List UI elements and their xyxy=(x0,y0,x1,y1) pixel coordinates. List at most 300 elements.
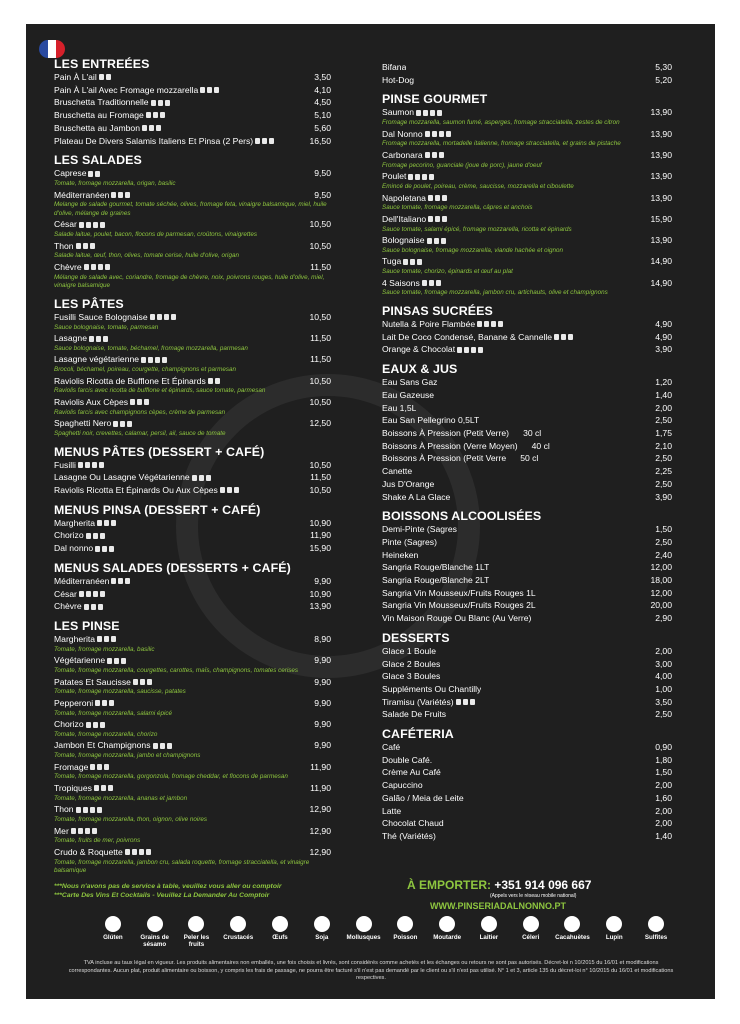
menu-item[interactable] xyxy=(54,261,331,274)
allergen-icon xyxy=(442,216,447,222)
allergen-icon xyxy=(481,916,497,932)
item-price: 1,20 xyxy=(655,377,672,388)
allergen-item xyxy=(92,916,134,948)
item-label: Lait De Coco Condensé, Banane & Cannelle xyxy=(382,331,553,342)
allergen-icon xyxy=(523,916,539,932)
menu-item[interactable] xyxy=(54,803,331,816)
menu-item[interactable] xyxy=(382,670,672,683)
allergen-icon xyxy=(102,700,107,706)
item-name xyxy=(382,658,440,671)
allergen-icon xyxy=(105,916,121,932)
menu-item[interactable] xyxy=(54,353,331,366)
menu-item[interactable] xyxy=(382,452,672,465)
item-description: Salade laitue, œuf, thon, olives, tomate cerise, huile d'olive, origan xyxy=(54,252,239,260)
allergen-icon xyxy=(568,334,573,340)
menu-item[interactable] xyxy=(54,311,331,324)
menu-item[interactable] xyxy=(54,167,331,180)
item-name xyxy=(382,599,536,612)
menu-item[interactable] xyxy=(382,192,672,205)
menu-item[interactable] xyxy=(382,696,672,709)
menu-item[interactable] xyxy=(54,96,331,109)
item-label: Carbonara xyxy=(382,150,423,160)
website-link[interactable]: WWW.PINSERIADALNONNO.PT xyxy=(430,901,566,911)
item-name xyxy=(382,389,434,402)
menu-item[interactable] xyxy=(382,277,672,290)
takeaway xyxy=(407,878,591,892)
allergen-icon xyxy=(200,87,205,93)
allergen-icon xyxy=(76,807,81,813)
item-price: 4,10 xyxy=(314,84,331,95)
menu-item[interactable] xyxy=(54,71,331,84)
item-description: Tomate, fromage mozzarella, jambon cru, salada roquette, fromage stracciatella, et vinaigre balsamique xyxy=(54,858,310,875)
item-label: Caprese xyxy=(54,168,87,179)
item-price: 5,30 xyxy=(655,62,672,72)
item-name xyxy=(382,402,416,415)
allergen-icon xyxy=(130,399,135,405)
item-label: Sangria Rouge/Blanche 1LT xyxy=(382,562,490,573)
item-name xyxy=(54,718,105,731)
menu-item[interactable] xyxy=(382,61,672,74)
menu-item[interactable] xyxy=(382,331,672,344)
section-title: MENUS SALADES (DESSERTS + CAFÉ) xyxy=(54,560,291,575)
menu-item[interactable] xyxy=(54,459,331,472)
item-label: Suppléments Ou Chantilly xyxy=(382,683,482,694)
menu-item[interactable] xyxy=(54,396,331,409)
allergen-icon xyxy=(140,679,145,685)
menu-item[interactable] xyxy=(382,561,672,574)
menu-item[interactable] xyxy=(382,741,672,754)
menu-item[interactable] xyxy=(382,491,672,504)
menu-item[interactable] xyxy=(382,213,672,226)
item-name xyxy=(54,375,220,388)
allergen-icon xyxy=(435,195,440,201)
left-column xyxy=(54,57,331,876)
item-name xyxy=(54,575,130,588)
menu-item[interactable] xyxy=(54,633,331,646)
menu-item[interactable] xyxy=(382,234,672,247)
allergen-icon xyxy=(429,174,434,180)
item-description: Fromage mozzarella, mortadelle italienne, fromage stracciatella, et grains de pistache xyxy=(382,140,621,148)
menu-item[interactable] xyxy=(54,218,331,231)
allergen-item xyxy=(593,916,635,948)
item-volume: 40 cl xyxy=(531,440,550,451)
item-price: 10,50 xyxy=(309,375,331,386)
item-name xyxy=(54,109,165,122)
item-price: 4,90 xyxy=(655,331,672,342)
allergen-icon xyxy=(105,264,110,270)
item-price: 8,90 xyxy=(314,634,331,644)
item-price: 18,00 xyxy=(650,575,672,586)
item-price: 10,50 xyxy=(309,311,331,322)
item-label: Dal nonno xyxy=(54,543,94,554)
allergen-icon xyxy=(109,700,114,706)
allergen-icon xyxy=(147,679,152,685)
menu-item[interactable] xyxy=(382,830,672,843)
menu-item[interactable] xyxy=(382,389,672,402)
item-label: Margherita xyxy=(54,517,96,528)
item-price: 2,90 xyxy=(655,613,672,624)
section-title: MENUS PÂTES (DESSERT + CAFÉ) xyxy=(54,444,265,459)
menu-item[interactable] xyxy=(54,122,331,135)
menu-item[interactable] xyxy=(54,109,331,122)
item-name xyxy=(382,170,434,183)
menu-item[interactable] xyxy=(382,599,672,612)
section-title: LES PINSE xyxy=(54,619,120,633)
allergen-icon xyxy=(432,131,437,137)
allergen-icon xyxy=(157,314,162,320)
item-label: Nutella & Poire Flambée xyxy=(382,319,476,330)
menu-item[interactable] xyxy=(54,676,331,689)
menu-item[interactable] xyxy=(54,825,331,838)
allergen-icon xyxy=(90,764,95,770)
item-price: 2,00 xyxy=(655,780,672,791)
item-label: Fromage xyxy=(54,761,89,772)
item-name xyxy=(54,739,172,752)
item-name xyxy=(382,766,441,779)
allergen-icon xyxy=(435,216,440,222)
allergen-icon xyxy=(149,125,154,131)
allergen-icon xyxy=(214,87,219,93)
menu-item[interactable] xyxy=(382,549,672,562)
item-price: 3,90 xyxy=(655,491,672,502)
item-name xyxy=(54,803,102,816)
menu-item[interactable] xyxy=(382,587,672,600)
menu-item[interactable] xyxy=(54,417,331,430)
item-name xyxy=(54,825,97,838)
menu-item[interactable] xyxy=(54,471,331,484)
allergen-icon xyxy=(103,336,108,342)
menu-item[interactable] xyxy=(54,697,331,710)
allergen-icon xyxy=(132,849,137,855)
menu-item[interactable] xyxy=(54,484,331,497)
allergen-icon xyxy=(118,578,123,584)
item-name xyxy=(54,332,108,345)
allergen-label: Crustacés xyxy=(223,934,254,941)
allergen-label: Glúten xyxy=(103,934,123,941)
item-price: 16,50 xyxy=(309,135,331,146)
item-name xyxy=(382,612,531,625)
menu-item[interactable] xyxy=(382,817,672,830)
section-title: PINSAS SUCRÉES xyxy=(382,304,493,319)
item-name xyxy=(382,343,483,356)
item-name xyxy=(54,676,152,689)
menu-item[interactable] xyxy=(54,84,331,97)
menu-item[interactable] xyxy=(54,739,331,752)
menu-item[interactable] xyxy=(382,414,672,427)
allergen-icon xyxy=(88,171,93,177)
allergen-icon xyxy=(430,110,435,116)
item-price: 9,90 xyxy=(314,697,331,708)
item-name xyxy=(382,452,538,465)
allergen-icon xyxy=(564,916,580,932)
menu-item[interactable] xyxy=(382,149,672,162)
menu-item[interactable] xyxy=(382,318,672,331)
allergen-item xyxy=(384,916,426,948)
item-label: Canette xyxy=(382,466,413,477)
menu-item[interactable] xyxy=(382,478,672,491)
menu-item[interactable] xyxy=(382,402,672,415)
item-label: Raviolis Ricotta Et Épinards Ou Aux Cèpes xyxy=(54,485,218,496)
allergen-icon xyxy=(141,357,146,363)
item-description: Sauce tomate, salami épicé, fromage mozzarella, ricotta et épinards xyxy=(382,225,572,233)
allergen-icon xyxy=(484,321,489,327)
section-title: DESSERTS xyxy=(382,630,450,645)
item-description: Raviolis farcis avec ricotta de bufflone et épinards, sauce tomate, parmesan xyxy=(54,387,266,395)
menu-item[interactable] xyxy=(54,600,331,613)
allergen-icon xyxy=(164,314,169,320)
allergen-icon xyxy=(478,347,483,353)
item-label: Heineken xyxy=(382,549,419,560)
item-name xyxy=(382,414,479,427)
menu-item[interactable] xyxy=(382,376,672,389)
item-name xyxy=(382,376,437,389)
allergen-icon xyxy=(255,138,260,144)
allergen-icon xyxy=(78,462,83,468)
allergen-icon xyxy=(439,152,444,158)
menu-item[interactable] xyxy=(382,255,672,268)
menu-item[interactable] xyxy=(382,779,672,792)
item-price: 2,50 xyxy=(655,453,672,464)
allergen-icon xyxy=(144,399,149,405)
item-description: Emincé de poulet, poireau, crème, saucisse, mozzarella et ciboulette xyxy=(382,183,574,190)
menu-item[interactable] xyxy=(54,529,331,542)
menu-item[interactable] xyxy=(54,654,331,667)
allergen-icon xyxy=(147,916,163,932)
item-description: Tomate, fromage mozzarella, chorizo xyxy=(54,730,158,738)
item-name xyxy=(54,459,104,472)
item-label: Boissons À Pression (Verre Moyen) xyxy=(382,440,518,451)
item-name xyxy=(382,149,444,162)
menu-item[interactable] xyxy=(382,805,672,818)
allergen-icon xyxy=(86,533,91,539)
item-price: 12,90 xyxy=(309,825,331,836)
allergen-item xyxy=(259,916,301,948)
allergen-icon xyxy=(97,764,102,770)
item-price: 3,50 xyxy=(314,72,331,82)
item-name xyxy=(382,440,550,453)
item-label: Shake A La Glace xyxy=(382,491,451,502)
allergen-icon xyxy=(153,743,158,749)
allergen-icon xyxy=(92,462,97,468)
allergen-icon xyxy=(109,546,114,552)
item-description: Sauce bolognaise, tomate, béchamel, fromage mozzarella, parmesan xyxy=(54,344,248,352)
item-name xyxy=(382,192,447,205)
menu-item[interactable] xyxy=(54,332,331,345)
menu-item[interactable] xyxy=(382,427,672,440)
item-volume: 50 cl xyxy=(520,453,539,464)
item-price: 5,60 xyxy=(314,122,331,133)
item-price: 9,90 xyxy=(314,655,331,666)
allergen-label: Soja xyxy=(315,934,329,941)
item-label: Végétarienne xyxy=(54,655,106,666)
menu-item[interactable] xyxy=(54,588,331,601)
item-label: Tiramisu (Variétés) xyxy=(382,696,454,707)
menu-item[interactable] xyxy=(382,440,672,453)
menu-item[interactable] xyxy=(54,542,331,555)
menu-item[interactable] xyxy=(382,683,672,696)
menu-item[interactable] xyxy=(382,792,672,805)
allergen-icon xyxy=(104,520,109,526)
item-name xyxy=(54,471,211,484)
allergen-icon xyxy=(111,578,116,584)
menu-item[interactable] xyxy=(54,782,331,795)
menu-item[interactable] xyxy=(54,761,331,774)
allergen-icon xyxy=(442,195,447,201)
allergen-item xyxy=(134,916,176,948)
item-name xyxy=(382,670,440,683)
menu-item[interactable] xyxy=(382,128,672,141)
menu-item[interactable] xyxy=(382,106,672,119)
item-label: Pepperoni xyxy=(54,697,94,708)
item-description: Sauce bolognaise, tomate, parmesan xyxy=(54,323,159,331)
item-name xyxy=(54,96,170,109)
menu-item[interactable] xyxy=(382,343,672,356)
item-description: Mélange de salade avec, coriandre, fromage de chèvre, noix, poivrons rouges, huile d'olive, miel, vinaigre balsamique xyxy=(54,273,325,290)
menu-item[interactable] xyxy=(382,465,672,478)
french-flag-icon[interactable] xyxy=(39,40,65,58)
menu-item[interactable] xyxy=(54,846,331,859)
item-label: César xyxy=(54,219,77,230)
allergen-icon xyxy=(425,152,430,158)
menu-item[interactable] xyxy=(54,375,331,388)
item-label: Raviolis Aux Cèpes xyxy=(54,397,129,408)
item-label: Crudo & Roquette xyxy=(54,846,123,857)
item-name xyxy=(382,792,464,805)
allergen-icon xyxy=(90,243,95,249)
item-price: 12,00 xyxy=(650,562,672,573)
allergen-icon xyxy=(227,487,232,493)
item-label: Chèvre xyxy=(54,601,82,612)
item-description: Tomate, fromage mozzarella, basilic xyxy=(54,645,155,653)
allergen-label: Œufs xyxy=(272,934,288,941)
allergen-icon xyxy=(446,131,451,137)
item-name xyxy=(54,782,113,795)
menu-item[interactable] xyxy=(382,708,672,721)
allergen-icon xyxy=(153,112,158,118)
item-name xyxy=(54,189,130,202)
item-name xyxy=(382,817,444,830)
allergen-item xyxy=(510,916,552,948)
item-label: Tropiques xyxy=(54,783,92,794)
allergen-icon xyxy=(561,334,566,340)
item-label: Saumon xyxy=(382,107,415,118)
allergen-icon xyxy=(121,658,126,664)
item-label: Lasagne végétarienne xyxy=(54,354,140,365)
menu-item[interactable] xyxy=(382,574,672,587)
allergen-icon xyxy=(416,110,421,116)
item-label: César xyxy=(54,588,77,599)
section-title: MENUS PINSA (DESSERT + CAFÉ) xyxy=(54,502,261,517)
allergen-icon xyxy=(160,743,165,749)
takeaway-phone[interactable]: +351 914 096 667 xyxy=(494,878,592,892)
item-label: Jus D'Orange xyxy=(382,478,435,489)
item-name xyxy=(382,561,489,574)
item-description: Tomate, fruits de mer, poivrons xyxy=(54,837,141,845)
allergen-icon xyxy=(230,916,246,932)
allergen-icon xyxy=(471,347,476,353)
item-price: 10,50 xyxy=(309,485,331,496)
item-description: Raviolis farcis avec champignons cèpes, crème de parmesan xyxy=(54,408,226,416)
allergen-icon xyxy=(91,264,96,270)
allergen-icon xyxy=(171,314,176,320)
allergen-icon xyxy=(93,222,98,228)
allergen-icon xyxy=(92,828,97,834)
section-title: PINSE GOURMET xyxy=(382,92,488,107)
item-name xyxy=(382,61,406,74)
allergen-icon xyxy=(434,238,439,244)
item-label: Demi-Pinte (Sagres xyxy=(382,524,457,535)
item-description: Tomate, fromage mozzarella, thon, oignon, olive noires xyxy=(54,816,208,824)
item-price: 2,50 xyxy=(655,415,672,426)
item-name xyxy=(382,255,422,268)
item-price: 11,90 xyxy=(310,783,331,794)
item-name xyxy=(54,122,161,135)
item-description: Sauce tomate, fromage mozzarella, jambon cru, artichauts, olive et champignons xyxy=(382,289,608,297)
allergen-icon xyxy=(100,591,105,597)
menu-item[interactable] xyxy=(382,754,672,767)
allergen-icon xyxy=(85,828,90,834)
menu-item[interactable] xyxy=(382,766,672,779)
item-price: 9,90 xyxy=(314,740,331,751)
allergen-icon xyxy=(423,110,428,116)
menu-item[interactable] xyxy=(382,536,672,549)
allergen-icon xyxy=(146,849,151,855)
item-price: 15,90 xyxy=(309,543,331,554)
menu-item[interactable] xyxy=(382,612,672,625)
menu-item[interactable] xyxy=(382,523,672,536)
item-name xyxy=(382,574,489,587)
menu-item[interactable] xyxy=(54,240,331,253)
item-name xyxy=(54,353,167,366)
menu-item[interactable] xyxy=(54,189,331,202)
allergen-icon xyxy=(86,222,91,228)
allergen-label: Moutarde xyxy=(433,934,462,941)
menu-item[interactable] xyxy=(54,718,331,731)
menu-item[interactable] xyxy=(382,74,672,87)
item-label: Lasagne xyxy=(54,333,87,344)
item-label: Bruschetta au Jambon xyxy=(54,122,140,133)
allergen-icon xyxy=(554,334,559,340)
menu-item[interactable] xyxy=(54,517,331,530)
menu-item[interactable] xyxy=(54,135,331,148)
item-description: Tomate, fromage mozzarella, courgettes, carottes, maïs, champignons, tomates cerises xyxy=(54,667,299,674)
item-price: 2,00 xyxy=(655,818,672,829)
allergen-icon xyxy=(441,238,446,244)
item-name xyxy=(382,754,432,767)
allergen-icon xyxy=(220,487,225,493)
allergen-icon xyxy=(606,916,622,932)
item-price: 0,90 xyxy=(655,742,672,753)
item-name xyxy=(382,779,423,792)
menu-item[interactable] xyxy=(382,645,672,658)
allergen-icon xyxy=(104,636,109,642)
item-price: 15,90 xyxy=(650,213,672,224)
menu-item[interactable] xyxy=(54,575,331,588)
item-description: Sauce bolognaise, fromage mozzarella, viande hachée et oignon xyxy=(382,246,563,254)
item-name xyxy=(54,600,103,613)
item-price: 9,90 xyxy=(314,575,331,586)
item-label: Chocolat Chaud xyxy=(382,818,444,829)
menu-item[interactable] xyxy=(382,658,672,671)
item-label: Chorizo xyxy=(54,719,84,730)
allergen-icon xyxy=(133,679,138,685)
item-label: Patates Et Saucisse xyxy=(54,676,131,687)
menu-item[interactable] xyxy=(382,170,672,183)
allergen-icon xyxy=(107,658,112,664)
allergen-icon xyxy=(314,916,330,932)
item-price: 2,00 xyxy=(655,645,672,656)
allergen-icon xyxy=(417,259,422,265)
